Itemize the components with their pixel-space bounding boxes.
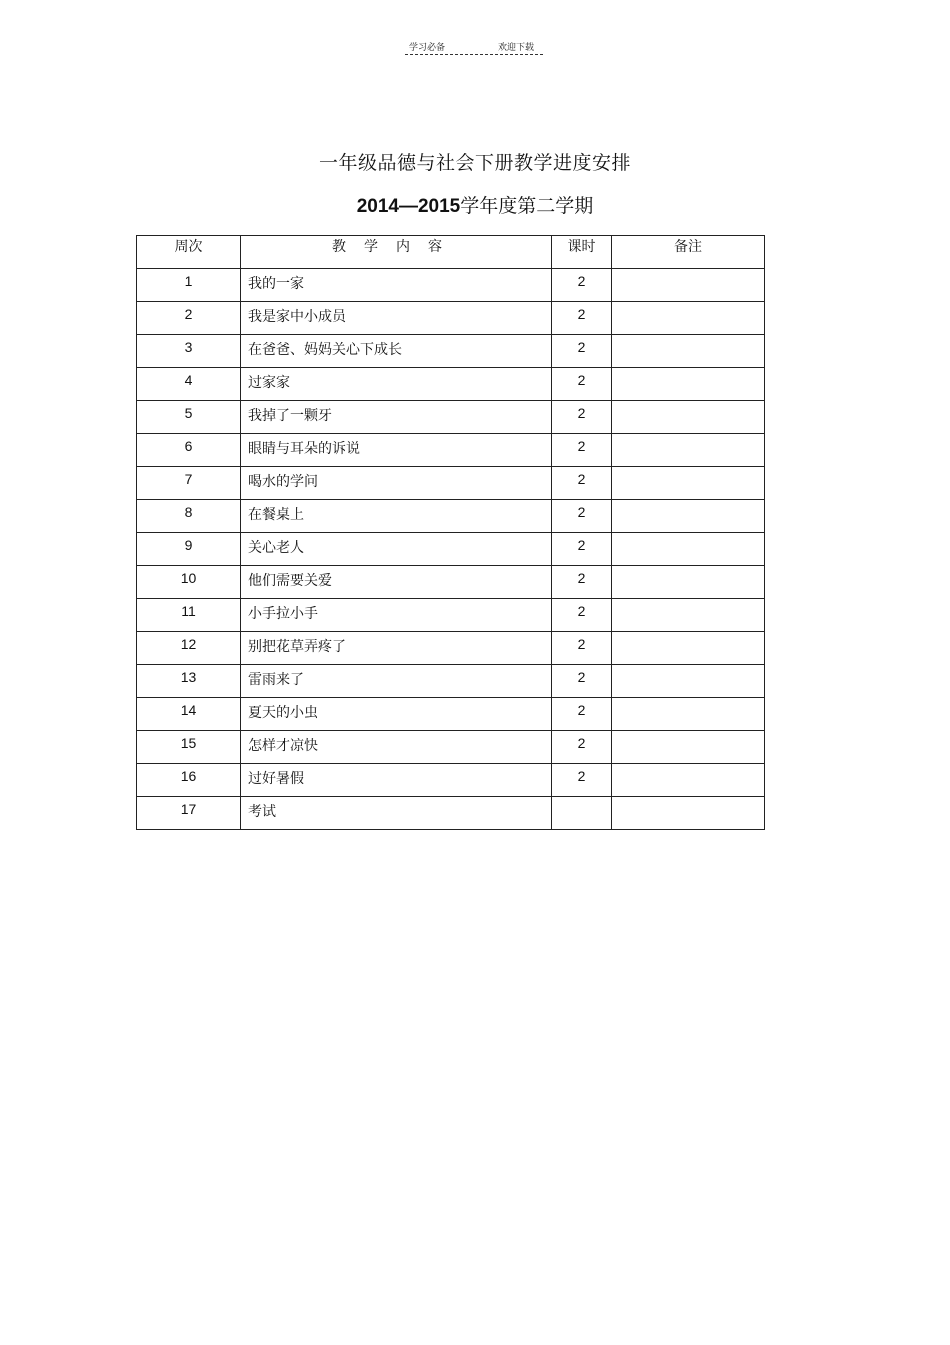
cell-week: 13 — [137, 665, 241, 698]
page-header — [405, 38, 543, 58]
cell-hours: 2 — [552, 368, 612, 401]
table-row — [137, 302, 765, 335]
cell-content: 我是家中小成员 — [241, 302, 552, 335]
table-row — [137, 599, 765, 632]
cell-week: 11 — [137, 599, 241, 632]
cell-content: 眼睛与耳朵的诉说 — [241, 434, 552, 467]
schedule-table — [136, 235, 765, 830]
table-row — [137, 401, 765, 434]
header-week: 周次 — [137, 236, 241, 269]
cell-content: 在餐桌上 — [241, 500, 552, 533]
cell-hours: 2 — [552, 500, 612, 533]
header-dashed-rule — [405, 54, 543, 55]
cell-hours: 2 — [552, 566, 612, 599]
cell-hours: 2 — [552, 599, 612, 632]
table-row — [137, 566, 765, 599]
cell-note — [612, 665, 765, 698]
cell-hours: 2 — [552, 698, 612, 731]
cell-content: 过好暑假 — [241, 764, 552, 797]
cell-content: 别把花草弄疼了 — [241, 632, 552, 665]
cell-hours: 2 — [552, 434, 612, 467]
header-content: 教学内容 — [241, 236, 552, 269]
document-title: 一年级品德与社会下册教学进度安排 — [318, 152, 631, 174]
cell-content: 过家家 — [241, 368, 552, 401]
cell-note — [612, 533, 765, 566]
cell-note — [612, 632, 765, 665]
cell-note — [612, 599, 765, 632]
table-row — [137, 764, 765, 797]
cell-hours: 2 — [552, 335, 612, 368]
cell-week: 16 — [137, 764, 241, 797]
cell-week: 2 — [137, 302, 241, 335]
table-row — [137, 269, 765, 302]
cell-note — [612, 401, 765, 434]
cell-week: 9 — [137, 533, 241, 566]
cell-note — [612, 368, 765, 401]
cell-note — [612, 566, 765, 599]
cell-content: 关心老人 — [241, 533, 552, 566]
cell-content: 小手拉小手 — [241, 599, 552, 632]
table-row — [137, 731, 765, 764]
cell-week: 15 — [137, 731, 241, 764]
cell-content: 雷雨来了 — [241, 665, 552, 698]
table-body — [137, 269, 765, 830]
cell-note — [612, 764, 765, 797]
header-hours: 课时 — [552, 236, 612, 269]
cell-note — [612, 269, 765, 302]
cell-week: 4 — [137, 368, 241, 401]
document-subtitle — [0, 191, 950, 218]
cell-hours: 2 — [552, 533, 612, 566]
table-row — [137, 797, 765, 830]
cell-content: 考试 — [241, 797, 552, 830]
cell-week: 7 — [137, 467, 241, 500]
cell-hours: 2 — [552, 302, 612, 335]
table-row — [137, 698, 765, 731]
header-right-text: 欢迎下载 — [498, 43, 535, 53]
cell-hours: 2 — [552, 665, 612, 698]
cell-content: 我的一家 — [241, 269, 552, 302]
table-row — [137, 632, 765, 665]
table-row — [137, 467, 765, 500]
cell-content: 我掉了一颗牙 — [241, 401, 552, 434]
cell-note — [612, 731, 765, 764]
cell-hours: 2 — [552, 731, 612, 764]
cell-week: 1 — [137, 269, 241, 302]
cell-week: 12 — [137, 632, 241, 665]
cell-note — [612, 335, 765, 368]
header-note: 备注 — [612, 236, 765, 269]
cell-note — [612, 302, 765, 335]
cell-hours: 2 — [552, 632, 612, 665]
table-row — [137, 533, 765, 566]
cell-week: 3 — [137, 335, 241, 368]
cell-content: 怎样才凉快 — [241, 731, 552, 764]
cell-week: 8 — [137, 500, 241, 533]
cell-hours: 2 — [552, 764, 612, 797]
subtitle-year: 2014—2015 — [356, 196, 461, 217]
table-row — [137, 665, 765, 698]
cell-week: 14 — [137, 698, 241, 731]
cell-week: 10 — [137, 566, 241, 599]
cell-content: 喝水的学问 — [241, 467, 552, 500]
table-header-row — [137, 236, 765, 269]
table-row — [137, 335, 765, 368]
cell-week: 17 — [137, 797, 241, 830]
cell-content: 他们需要关爱 — [241, 566, 552, 599]
cell-note — [612, 698, 765, 731]
cell-hours: 2 — [552, 467, 612, 500]
cell-content: 在爸爸、妈妈关心下成长 — [241, 335, 552, 368]
table-row — [137, 500, 765, 533]
cell-hours — [552, 797, 612, 830]
cell-note — [612, 797, 765, 830]
cell-note — [612, 434, 765, 467]
cell-hours: 2 — [552, 269, 612, 302]
table-row — [137, 368, 765, 401]
cell-note — [612, 500, 765, 533]
cell-hours: 2 — [552, 401, 612, 434]
table-row — [137, 434, 765, 467]
cell-content: 夏天的小虫 — [241, 698, 552, 731]
subtitle-term: 学年度第二学期 — [460, 195, 594, 217]
cell-note — [612, 467, 765, 500]
header-left-text: 学习必备 — [409, 43, 446, 53]
cell-week: 6 — [137, 434, 241, 467]
cell-week: 5 — [137, 401, 241, 434]
